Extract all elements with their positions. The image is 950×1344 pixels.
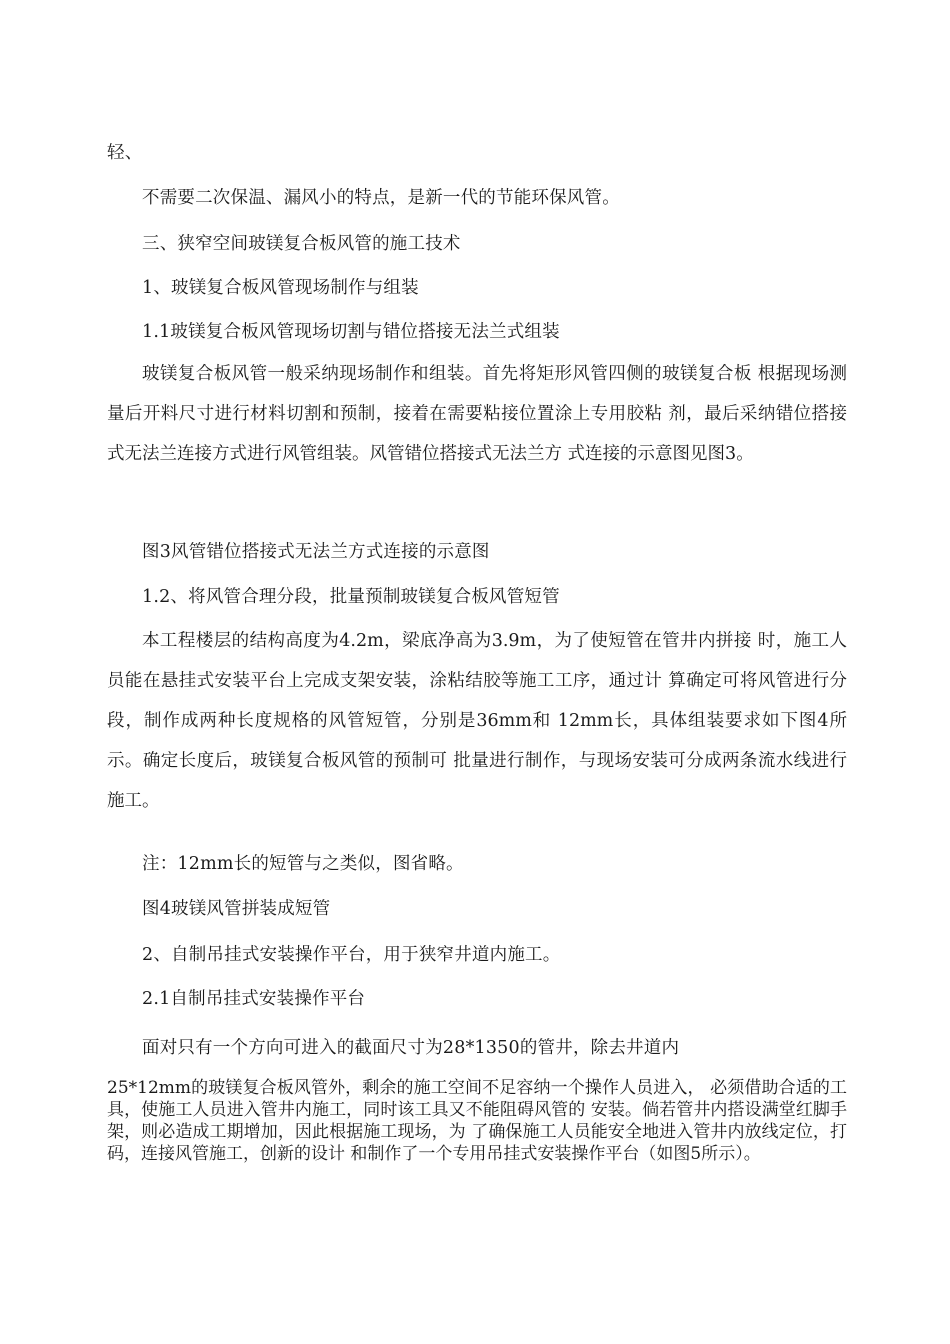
text-line-shaft: 面对只有一个方向可进入的截面尺寸为28*1350的管井，除去井道内 [142,1038,680,1058]
paragraph-platform: 25*12mm的玻镁复合板风管外，剩余的施工空间不足容纳一个操作人员进入， 必须借助合适的工具，使施工人员进入管井内施工，同时该工具又不能阻碍风管的 安装。倘若管井内搭设满堂红脚手架，则必造成工期增加，因此根据施工现场，为 了确保施工人员能安全地进入管井内放线定位，打码，连接风管施工，创新的设计 和制作了一个专用吊挂式安装操作平台（如图5所示）。 [107,1078,847,1164]
subsection-heading-2: 2、自制吊挂式安装操作平台，用于狭窄井道内施工。 [142,945,561,965]
paragraph-fabrication: 玻镁复合板风管一般采纳现场制作和组装。首先将矩形风管四侧的玻镁复合板 根据现场测量后开料尺寸进行材料切割和预制，接着在需要粘接位置涂上专用胶粘 剂，最后采纳错位搭接式无法兰连接方式进行风管组装。风管错位搭接式无法兰方 式连接的示意图见图3。 [107,364,847,464]
subsection-heading-2-1: 2.1自制吊挂式安装操作平台 [142,989,366,1009]
section-heading-3: 三、狭窄空间玻镁复合板风管的施工技术 [142,234,461,254]
figure-caption-4: 图4玻镁风管拼装成短管 [142,899,331,919]
paragraph-segmentation: 本工程楼层的结构高度为4.2m，梁底净高为3.9m，为了使短管在管井内拼接 时，施工人员能在悬挂式安装平台上完成支架安装，涂粘结胶等施工工序，通过计 算确定可将风管进行分段，制作成两种长度规格的风管短管，分别是36mm和 12mm长，具体组装要求如下图4所示。确定长度后，玻镁复合板风管的预制可 批量进行制作，与现场安装可分成两条流水线进行施工。 [107,631,847,811]
subsection-heading-1-2: 1.2、将风管合理分段，批量预制玻镁复合板风管短管 [142,587,560,607]
text-line-features: 不需要二次保温、漏风小的特点，是新一代的节能环保风管。 [142,188,620,208]
note-line: 注：12mm长的短管与之类似，图省略。 [142,854,464,874]
text-line-fragment: 轻、 [107,143,143,163]
subsection-heading-1: 1、玻镁复合板风管现场制作与组装 [142,278,419,298]
subsection-heading-1-1: 1.1玻镁复合板风管现场切割与错位搭接无法兰式组装 [142,322,560,342]
figure-caption-3: 图3风管错位搭接式无法兰方式连接的示意图 [142,542,490,562]
